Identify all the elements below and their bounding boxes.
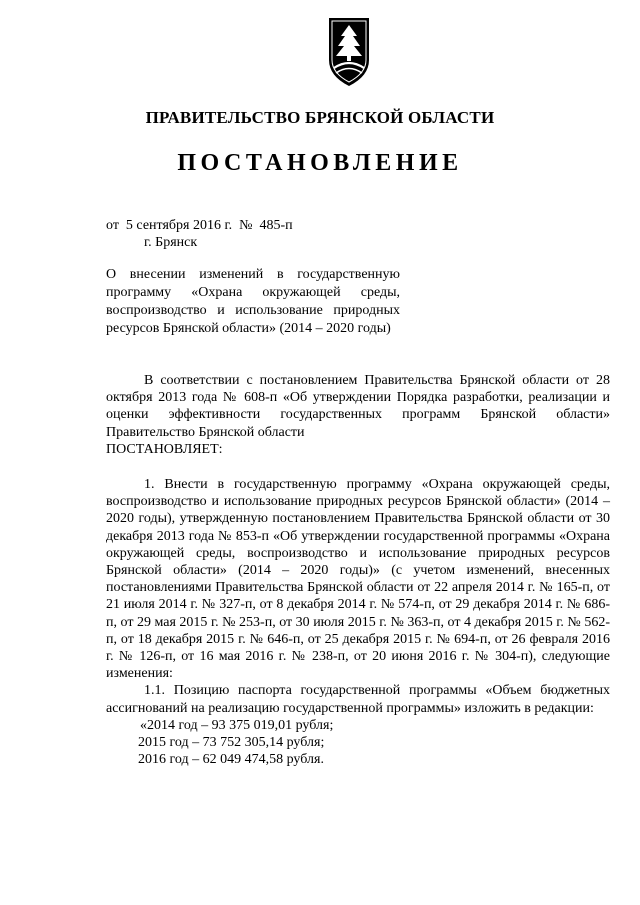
year-line: 2015 год – 73 752 305,14 рубля;	[138, 735, 325, 751]
coat-of-arms-icon	[326, 16, 372, 88]
preamble	[106, 372, 610, 458]
document-date-number: от 5 сентября 2016 г. № 485-п	[106, 218, 293, 233]
document-body	[106, 476, 610, 768]
document-subject: О внесении изменений в государственную программу «Охрана окружающей среды, воспроизводство и использование природных ресурсов Брянской области» (2014 – 2020 годы)	[106, 267, 400, 336]
preamble-text: В соответствии с постановлением Правительства Брянской области от 28 октября 2013 года № 608-п «Об утверждении Порядка разработки, реализации и оценки эффективности государственных программ Брянской области» Правительство Брянской области	[106, 373, 610, 440]
year-line: «2014 год – 93 375 019,01 рубля;	[140, 717, 334, 733]
item-1-1: 1.1. Позицию паспорта государственной программы «Объем бюджетных ассигнований на реализацию государственной программы» изложить в редакции:	[106, 683, 610, 716]
item-1: 1. Внести в государственную программу «Охрана окружающей среды, воспроизводство и использование природных ресурсов Брянской области» (2014 – 2020 годы), утвержденную постановлением Правительства Брянской области от 30 декабря 2013 года № 853-п «Об утверждении государственной программы «Охрана окружающей среды, воспроизводство и использование природных ресурсов Брянской области» (2014 – 2020 годы)» (с учетом изменений, внесенных постановлениями Правительства Брянской области от 22 апреля 2014 г. № 165-п, от 21 июля 2014 г. № 327-п, от 8 декабря 2014 г. № 574-п, от 29 декабря 2014 г. № 686-п, от 29 мая 2015 г. № 253-п, от 30 июля 2015 г. № 363-п, от 4 декабря 2015 г. № 562-п, от 18 декабря 2015 г. № 646-п, от 25 декабря 2015 г. № 694-п, от 26 февраля 2016 г. № 126-п, от 16 мая 2016 г. № 238-п, от 20 июня 2016 г. № 304-п), следующие изменения:	[106, 477, 610, 682]
document-type: ПОСТАНОВЛЕНИЕ	[177, 150, 463, 176]
resolves-label: ПОСТАНОВЛЯЕТ:	[106, 441, 223, 457]
year-line: 2016 год – 62 049 474,58 рубля.	[138, 752, 324, 768]
organization-title: ПРАВИТЕЛЬСТВО БРЯНСКОЙ ОБЛАСТИ	[145, 108, 495, 127]
document-city: г. Брянск	[144, 235, 198, 250]
